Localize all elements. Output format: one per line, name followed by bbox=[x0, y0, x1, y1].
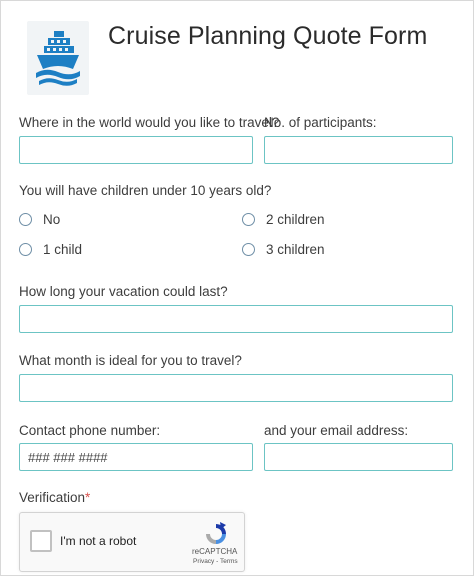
email-input[interactable] bbox=[264, 443, 453, 471]
radio-button[interactable] bbox=[242, 243, 255, 256]
radio-option-no[interactable] bbox=[19, 212, 60, 227]
destination-input[interactable] bbox=[19, 136, 253, 164]
radio-label: No bbox=[43, 212, 61, 227]
recaptcha-links[interactable]: Privacy - Terms bbox=[193, 558, 238, 565]
radio-option-2-children[interactable] bbox=[242, 212, 325, 227]
page-title: Cruise Planning Quote Form bbox=[108, 22, 428, 50]
required-mark: * bbox=[85, 490, 91, 505]
radio-option-1-child[interactable] bbox=[19, 242, 82, 257]
radio-button[interactable] bbox=[19, 213, 32, 226]
radio-label: 1 child bbox=[43, 242, 83, 257]
recaptcha-brand: reCAPTCHA bbox=[192, 547, 238, 556]
radio-button[interactable] bbox=[242, 213, 255, 226]
verification-label-text: Verification bbox=[19, 490, 86, 505]
recaptcha-widget bbox=[19, 512, 245, 572]
destination-label: Where in the world would you like to travel? bbox=[19, 115, 280, 130]
participants-label: No. of participants: bbox=[264, 115, 377, 130]
recaptcha-label: I'm not a robot bbox=[60, 534, 137, 548]
recaptcha-icon bbox=[203, 521, 229, 547]
radio-label: 3 children bbox=[266, 242, 325, 257]
phone-input[interactable] bbox=[19, 443, 253, 471]
recaptcha-checkbox[interactable] bbox=[30, 530, 52, 552]
month-input[interactable] bbox=[19, 374, 453, 402]
phone-label: Contact phone number: bbox=[19, 423, 161, 438]
radio-option-3-children[interactable] bbox=[242, 242, 325, 257]
duration-input[interactable] bbox=[19, 305, 453, 333]
logo bbox=[27, 21, 89, 95]
month-label: What month is ideal for you to travel? bbox=[19, 353, 242, 368]
radio-label: 2 children bbox=[266, 212, 325, 227]
cruise-ship-icon bbox=[33, 27, 83, 89]
duration-label: How long your vacation could last? bbox=[19, 284, 228, 299]
radio-button[interactable] bbox=[19, 243, 32, 256]
verification-label bbox=[19, 490, 90, 505]
children-label: You will have children under 10 years old? bbox=[19, 183, 272, 198]
participants-input[interactable] bbox=[264, 136, 453, 164]
email-label: and your email address: bbox=[264, 423, 409, 438]
